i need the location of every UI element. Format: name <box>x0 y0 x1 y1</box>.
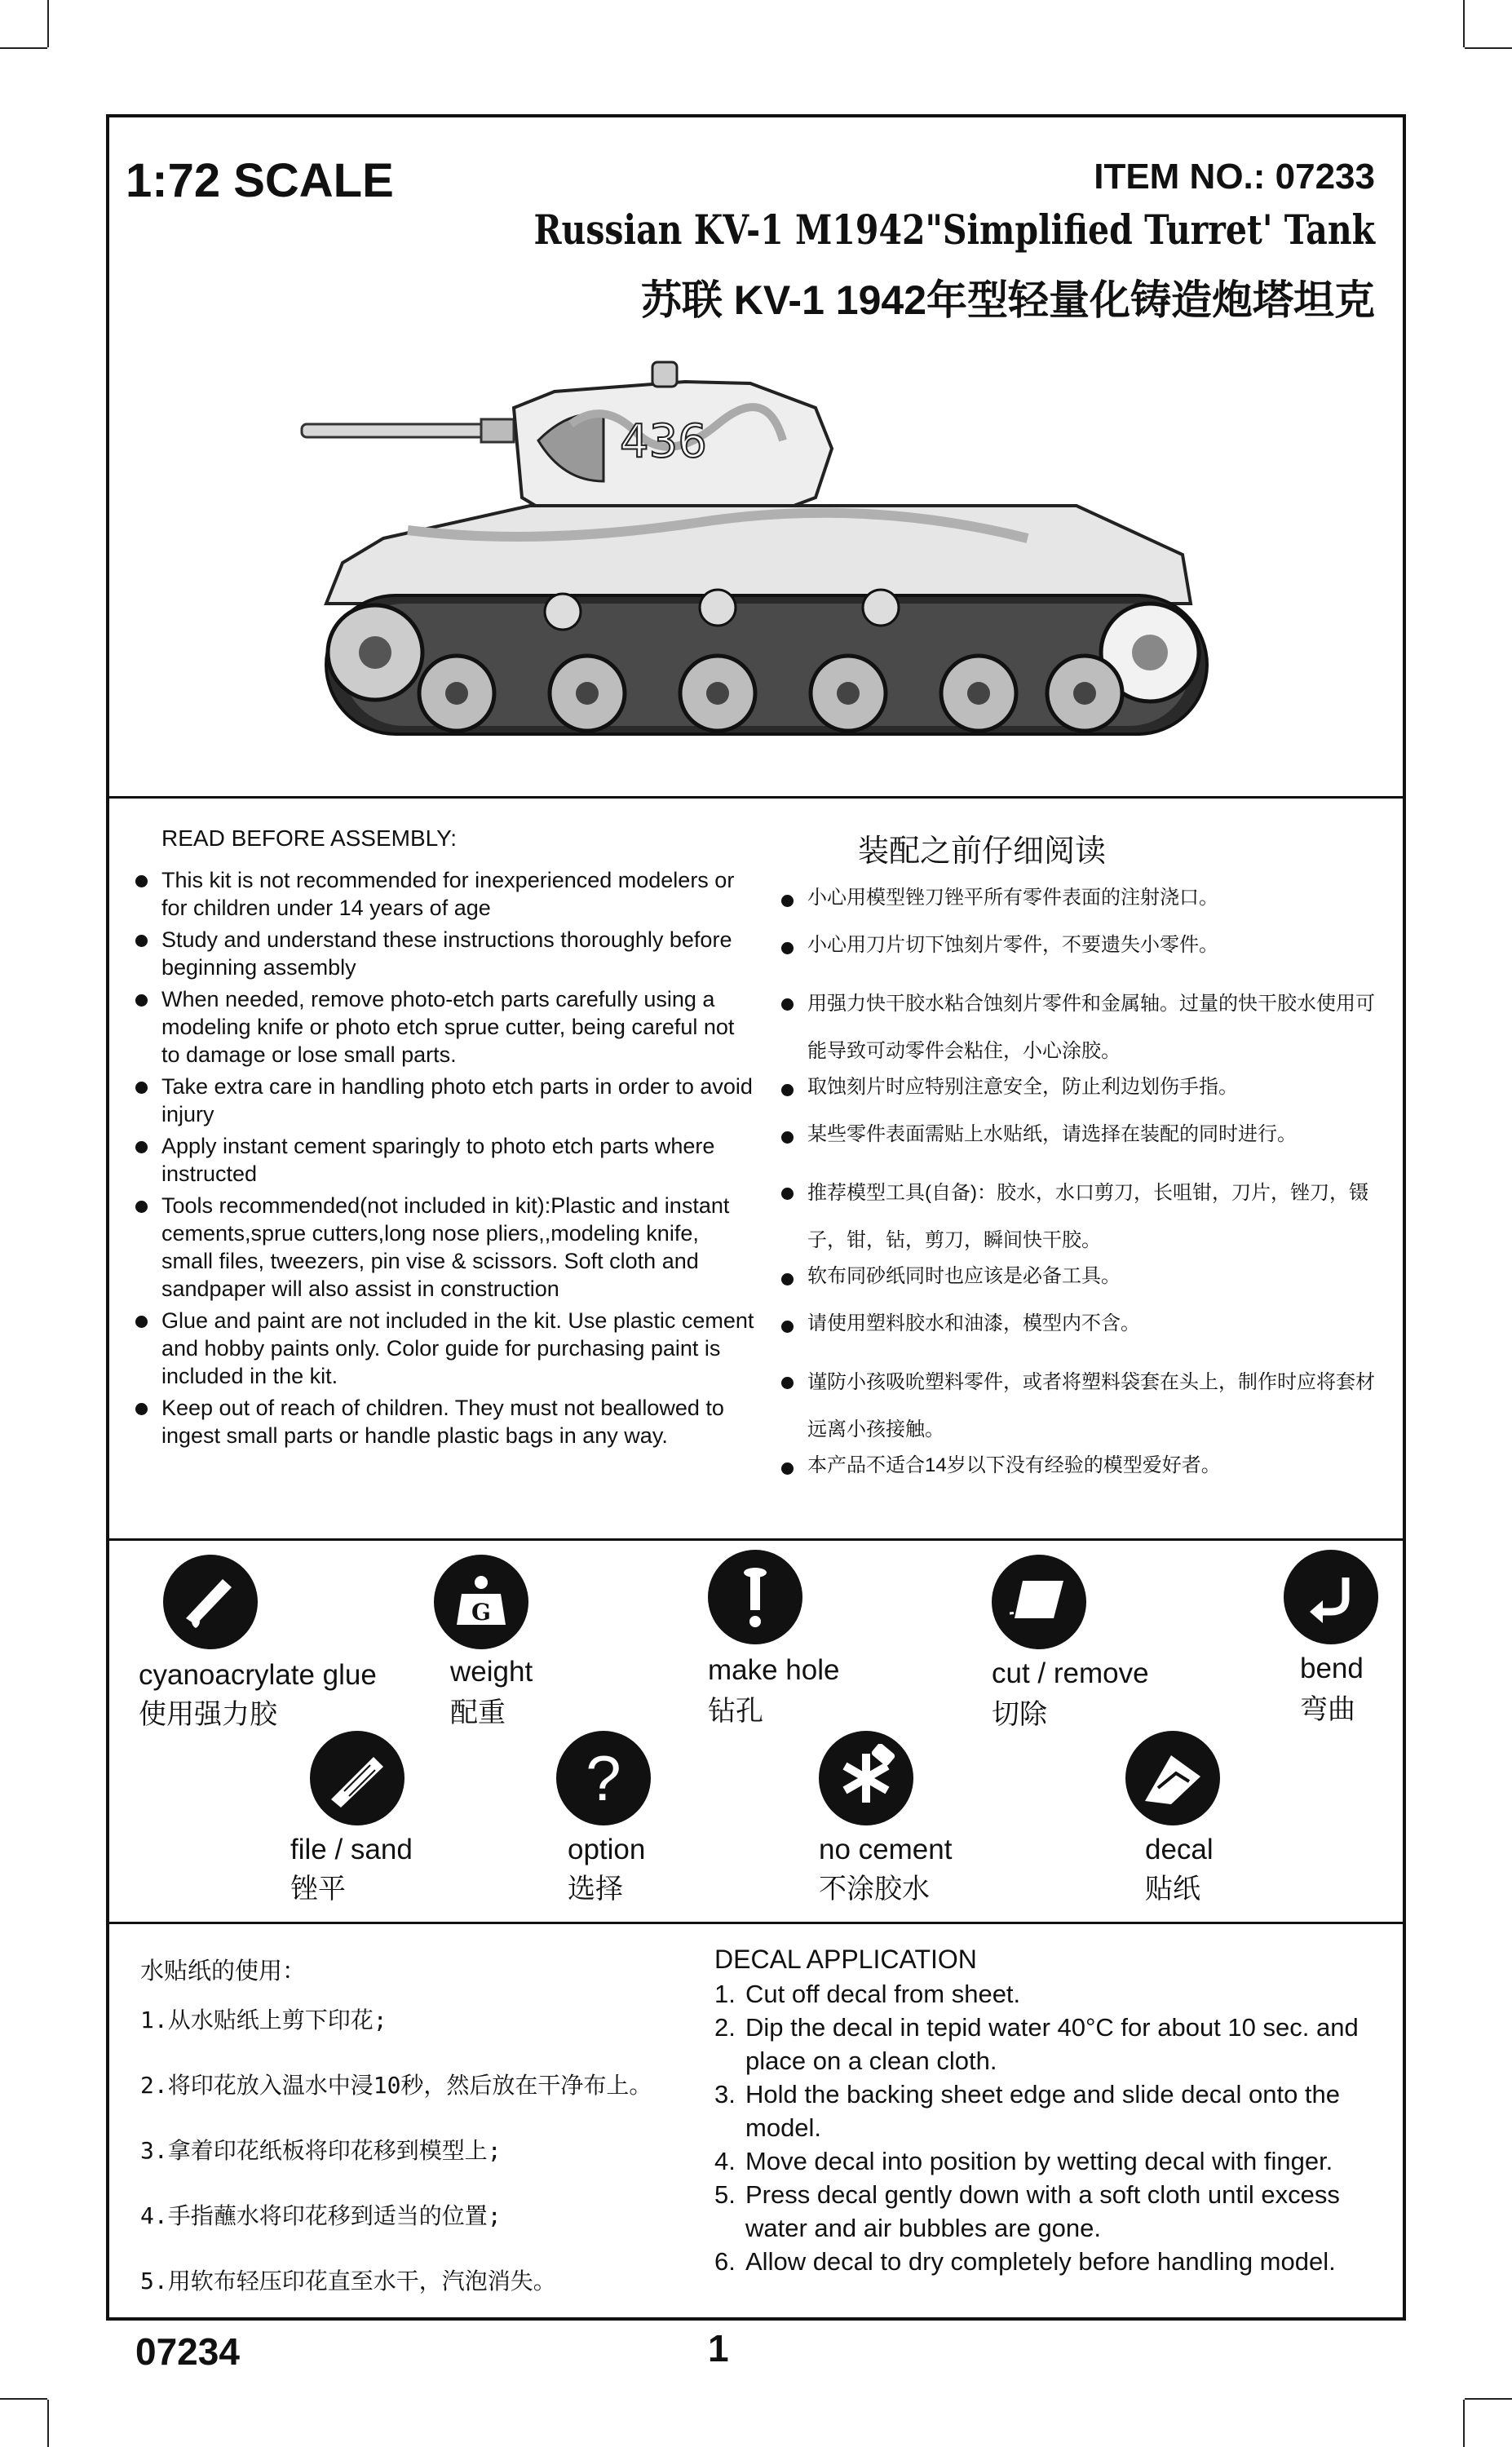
divider <box>106 1538 1406 1541</box>
file-icon <box>310 1731 405 1825</box>
read-before-assembly-heading-en: READ BEFORE ASSEMBLY: <box>161 825 458 851</box>
list-item: 3. Hold the backing sheet edge and slide decal onto the model. <box>714 2080 1341 2142</box>
scale-label: 1:72 SCALE <box>126 154 394 207</box>
symbol-label-en: no cement <box>819 1834 953 1865</box>
decal-instructions-list-en <box>714 1977 1391 2278</box>
list-item: 4. Move decal into position by wetting decal with finger. <box>714 2147 1333 2175</box>
crop-mark <box>47 0 49 47</box>
symbol-label-cn: 弯曲 <box>1300 1694 1355 1725</box>
crop-mark <box>1463 0 1465 47</box>
list-item: 取蚀刻片时应特别注意安全，防止利边划伤手指。 <box>781 1075 1385 1099</box>
symbol-label-en: file / sand <box>290 1834 413 1865</box>
symbol-label-cn: 选择 <box>568 1874 623 1905</box>
list-item: Keep out of reach of children. They must not beallowed to ingest small parts or handle plastic bags in any way. <box>135 1394 755 1449</box>
symbol-label-cn: 不涂胶水 <box>819 1874 930 1905</box>
crop-mark <box>0 2398 47 2400</box>
divider <box>106 1922 1406 1924</box>
symbol-label-cn: 钻孔 <box>708 1696 763 1727</box>
list-item: This kit is not recommended for inexperienced modelers or for children under 14 years of age <box>135 866 755 922</box>
list-item: 1. Cut off decal from sheet. <box>714 1980 1021 2008</box>
list-item: Take extra care in handling photo etch parts in order to avoid injury <box>135 1073 755 1128</box>
crop-mark <box>0 47 47 49</box>
list-item: 6. Allow decal to dry completely before handling model. <box>714 2247 1336 2276</box>
symbol-label-cn: 锉平 <box>290 1874 346 1905</box>
read-before-assembly-list-cn <box>781 886 1385 1501</box>
decal-instructions-list-cn <box>140 2002 652 2329</box>
decal-instructions-heading-cn: 水贴纸的使用： <box>140 1957 307 1985</box>
turret-number: 436 <box>620 415 707 468</box>
list-item: 1.从水贴纸上剪下印花; <box>140 2007 387 2033</box>
list-item: 4.手指蘸水将印花移到适当的位置; <box>140 2202 502 2229</box>
symbol-label-en: option <box>568 1834 646 1865</box>
list-item: 5. Press decal gently down with a soft cloth until excess water and air bubbles are gone. <box>714 2180 1340 2242</box>
list-item: Glue and paint are not included in the kit. Use plastic cement and hobby paints only. Color guide for purchasing paint is included in the kit. <box>135 1307 755 1390</box>
symbol-label-en: bend <box>1300 1653 1364 1684</box>
product-title-en: Russian KV-1 M1942"Simplified Turret' Tank <box>533 206 1375 254</box>
list-item: 小心用刀片切下蚀刻片零件，不要遗失小零件。 <box>781 933 1385 957</box>
list-item: 本产品不适合14岁以下没有经验的模型爱好者。 <box>781 1454 1385 1477</box>
symbol-label-en: make hole <box>708 1654 840 1686</box>
read-before-assembly-heading-cn: 装配之前仔细阅读 <box>858 833 1107 869</box>
list-item: 5.用软布轻压印花直至水干，汽泡消失。 <box>140 2268 556 2294</box>
decal-icon <box>1125 1731 1220 1825</box>
list-item: Study and understand these instructions thoroughly before beginning assembly <box>135 926 755 981</box>
cut-icon <box>992 1555 1086 1649</box>
option-icon <box>556 1731 651 1825</box>
list-item: When needed, remove photo-etch parts carefully using a modeling knife or photo etch sprue cutter, being careful not to damage or lose small parts. <box>135 985 755 1069</box>
bend-icon <box>1284 1550 1378 1644</box>
symbol-label-cn: 贴纸 <box>1145 1874 1200 1905</box>
list-item: 2. Dip the decal in tepid water 40°C for about 10 sec. and place on a clean cloth. <box>714 2013 1359 2075</box>
crop-mark <box>1465 2398 1512 2400</box>
symbol-label-cn: 切除 <box>992 1699 1047 1730</box>
no-cement-icon <box>819 1731 913 1825</box>
svg-text:G: G <box>471 1599 491 1626</box>
product-title-cn: 苏联 KV-1 1942年型轻量化铸造炮塔坦克 <box>640 277 1375 323</box>
decal-instructions-heading-en: DECAL APPLICATION <box>714 1945 977 1974</box>
list-item: 3.拿着印花纸板将印花移到模型上; <box>140 2137 502 2164</box>
symbol-label-cn: 使用强力胶 <box>139 1699 277 1730</box>
symbol-label-en: weight <box>450 1656 533 1688</box>
page-number: 1 <box>708 2327 729 2370</box>
symbol-label-en: cut / remove <box>992 1657 1149 1689</box>
document-code: 07234 <box>135 2330 240 2373</box>
glue-icon <box>163 1555 258 1649</box>
symbol-label-en: cyanoacrylate glue <box>139 1659 377 1691</box>
crop-mark <box>47 2400 49 2447</box>
list-item: 小心用模型锉刀锉平所有零件表面的注射浇口。 <box>781 886 1385 909</box>
divider <box>106 796 1406 799</box>
list-item: 谨防小孩吸吮塑料零件，或者将塑料袋套在头上，制作时应将套材远离小孩接触。 <box>781 1359 1385 1454</box>
symbol-label-cn: 配重 <box>450 1697 506 1728</box>
symbol-label-en: decal <box>1145 1834 1214 1865</box>
list-item: 请使用塑料胶水和油漆，模型内不含。 <box>781 1312 1385 1335</box>
list-item: Tools recommended(not included in kit):Plastic and instant cements,sprue cutters,long nose pliers,,modeling knife, small files, tweezers, pin vise & scissors. Soft cloth and sandpaper will also assist in construction <box>135 1192 755 1303</box>
list-item: 用强力快干胶水粘合蚀刻片零件和金属轴。过量的快干胶水使用可能导致可动零件会粘住，小心涂胶。 <box>781 980 1385 1075</box>
list-item: Apply instant cement sparingly to photo etch parts where instructed <box>135 1132 755 1188</box>
list-item: 软布同砂纸同时也应该是必备工具。 <box>781 1264 1385 1288</box>
item-number: ITEM NO.: 07233 <box>1094 157 1375 197</box>
list-item: 2.将印花放入温水中浸10秒，然后放在干净布上。 <box>140 2072 652 2099</box>
list-item: 推荐模型工具(自备)：胶水，水口剪刀，长咀钳，刀片，锉刀，镊子，钳，钻，剪刀，瞬间快干胶。 <box>781 1170 1385 1264</box>
list-item: 某些零件表面需贴上水贴纸，请选择在装配的同时进行。 <box>781 1122 1385 1146</box>
crop-mark <box>1465 47 1512 49</box>
option-glyph: ? <box>586 1742 621 1814</box>
tank-illustration <box>294 359 1256 750</box>
hole-icon <box>708 1550 802 1644</box>
crop-mark <box>1463 2400 1465 2447</box>
weight-icon <box>434 1555 528 1649</box>
read-before-assembly-list-en <box>135 866 755 1454</box>
